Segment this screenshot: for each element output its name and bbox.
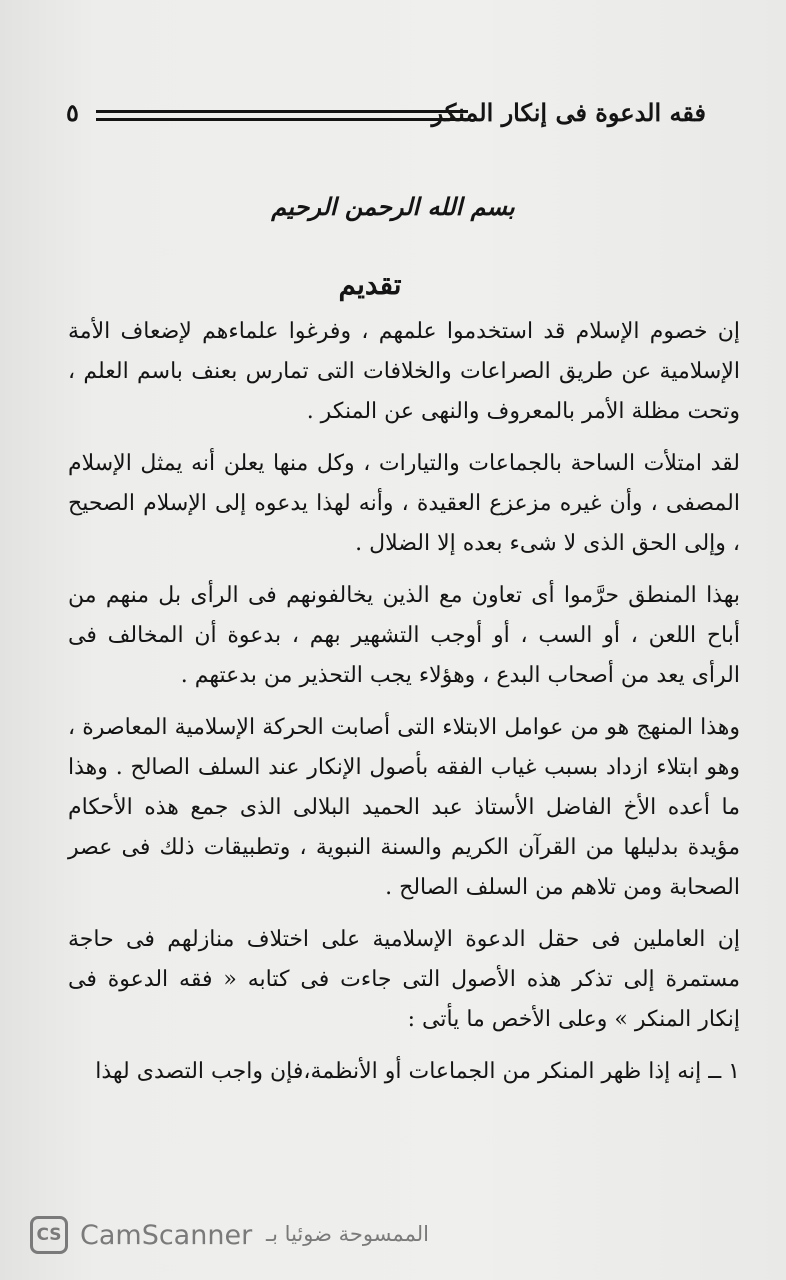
watermark-brand: CamScanner — [80, 1220, 253, 1251]
body-text — [68, 312, 740, 1104]
camscanner-logo-icon: CS — [30, 1216, 68, 1254]
running-header — [66, 98, 706, 134]
watermark-caption: الممسوحة ضوئيا بـ — [266, 1222, 429, 1246]
running-title: فقه الدعوة فى إنكار المنكر — [431, 98, 706, 127]
paragraph: إن العاملين فى حقل الدعوة الإسلامية على اختلاف منازلهم فى حاجة مستمرة إلى تذكر هذه الأصول التى جاءت فى كتابه « فقه الدعوة فى إنكار المنكر » وعلى الأخص ما يأتى : — [68, 927, 740, 1032]
paragraph: وهذا المنهج هو من عوامل الابتلاء التى أصابت الحركة الإسلامية المعاصرة ، وهو ابتلاء ازداد بسبب غياب الفقه بأصول الإنكار عند السلف الصالح . وهذا ما أعده الأخ الفاضل الأستاذ عبد الحميد البلالى الذى جمع هذه الأحكام مؤيدة بدليلها من القرآن الكريم والسنة النبوية ، وتطبيقات ذلك فى عصر الصحابة ومن تلاهم من السلف الصالح . — [68, 715, 740, 900]
paragraph: لقد امتلأت الساحة بالجماعات والتيارات ، وكل منها يعلن أنه يمثل الإسلام المصفى ، وأن غيره مزعزع العقيدة ، وأنه لهذا يدعوه إلى الإسلام الصحيح ، وإلى الحق الذى لا شىء بعده إلا الضلال . — [68, 451, 740, 556]
camscanner-watermark — [30, 1212, 450, 1258]
section-title: تقديم — [338, 268, 402, 301]
basmala-calligraphy: بسم الله الرحمن الرحيم — [271, 192, 515, 221]
page-number: ٥ — [66, 98, 79, 127]
paragraph: إن خصوم الإسلام قد استخدموا علمهم ، وفرغوا علماءهم لإضعاف الأمة الإسلامية عن طريق الصراعات والخلافات التى تمارس بعنف باسم العلم ، وتحت مظلة الأمر بالمعروف والنهى عن المنكر . — [68, 319, 740, 424]
header-double-rule — [96, 110, 468, 121]
paragraph: بهذا المنطق حرَّموا أى تعاون مع الذين يخالفونهم فى الرأى بل منهم من أباح اللعن ، أو السب ، أو أوجب التشهير بهم ، بدعوة أن المخالف فى الرأى يعد من أصحاب البدع ، وهؤلاء يجب التحذير من بدعتهم . — [68, 583, 740, 688]
list-item: ١ ــ إنه إذا ظهر المنكر من الجماعات أو الأنظمة،فإن واجب التصدى لهذا — [95, 1059, 740, 1084]
